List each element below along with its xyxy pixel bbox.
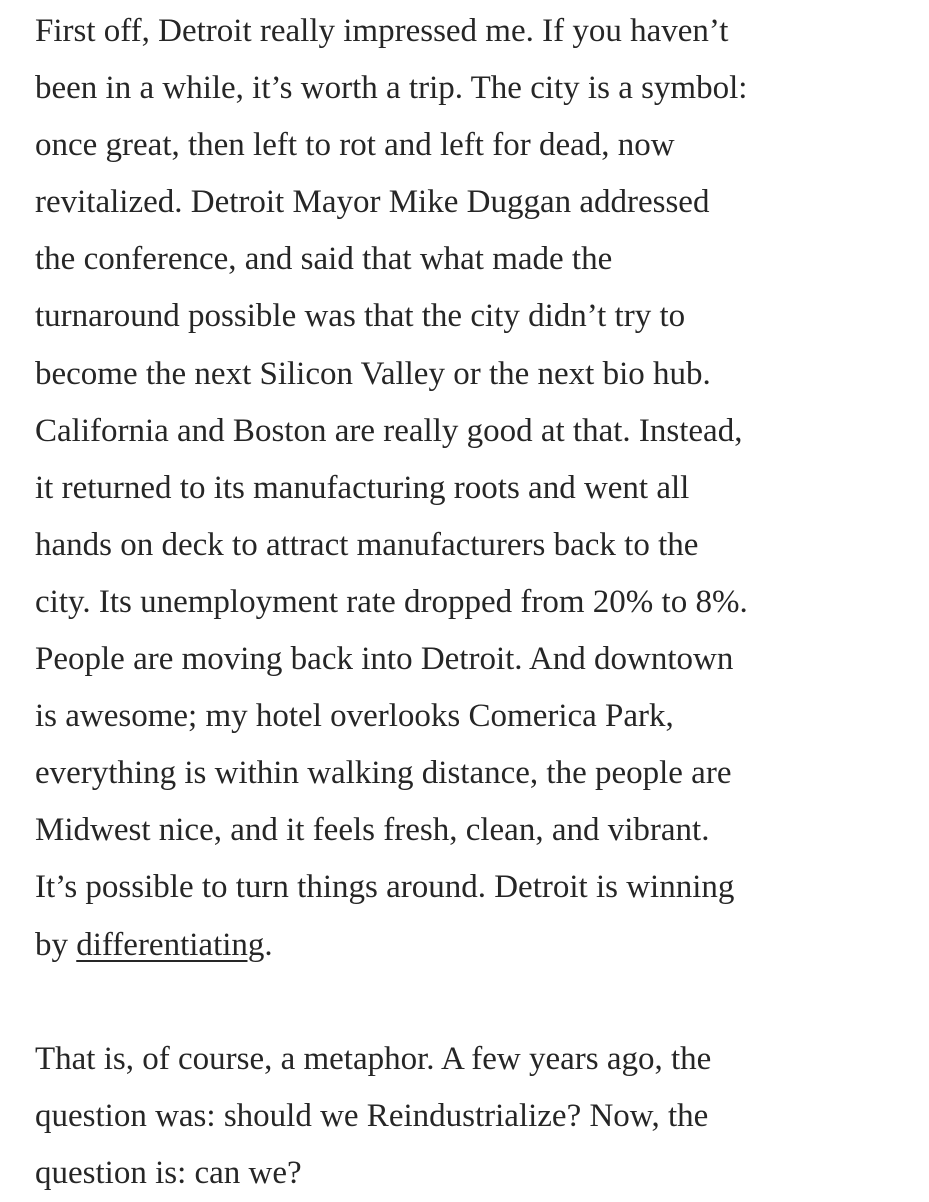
text-line: That is, of course, a metaphor. A few years ago, the xyxy=(35,1040,712,1077)
text-line: the conference, and said that what made the xyxy=(35,241,613,278)
text-line: question is: can we? xyxy=(35,1155,302,1192)
text-line: once great, then left to rot and left for dead, now xyxy=(35,127,675,164)
text-line: hands on deck to attract manufacturers back to the xyxy=(35,526,699,563)
text-line: It’s possible to turn things around. Detroit is winning xyxy=(35,869,735,906)
text-line: California and Boston are really good at that. Instead, xyxy=(35,412,743,449)
differentiating-link[interactable]: differentiating xyxy=(76,926,265,963)
text-line: revitalized. Detroit Mayor Mike Duggan addressed xyxy=(35,184,710,221)
text-line: everything is within walking distance, the people are xyxy=(35,755,732,792)
text-line: is awesome; my hotel overlooks Comerica Park, xyxy=(35,698,674,735)
text-line: People are moving back into Detroit. And downtown xyxy=(35,641,734,678)
text-prefix: by xyxy=(35,926,77,963)
text-line: question was: should we Reindustrialize? Now, the xyxy=(35,1098,709,1135)
text-line-with-link xyxy=(35,917,909,974)
text-line: it returned to its manufacturing roots and went all xyxy=(35,469,690,506)
text-line: city. Its unemployment rate dropped from 20% to 8%. xyxy=(35,583,748,620)
text-line: become the next Silicon Valley or the next bio hub. xyxy=(35,355,711,392)
text-suffix: . xyxy=(264,926,273,963)
text-line: Midwest nice, and it feels fresh, clean, and vibrant. xyxy=(35,812,710,849)
text-line: turnaround possible was that the city didn’t try to xyxy=(35,298,686,335)
text-line: First off, Detroit really impressed me. If you haven’t xyxy=(35,13,729,49)
paragraph-detroit xyxy=(35,0,909,974)
paragraph-metaphor xyxy=(35,1031,909,1202)
text-line: been in a while, it’s worth a trip. The city is a symbol: xyxy=(35,70,748,107)
